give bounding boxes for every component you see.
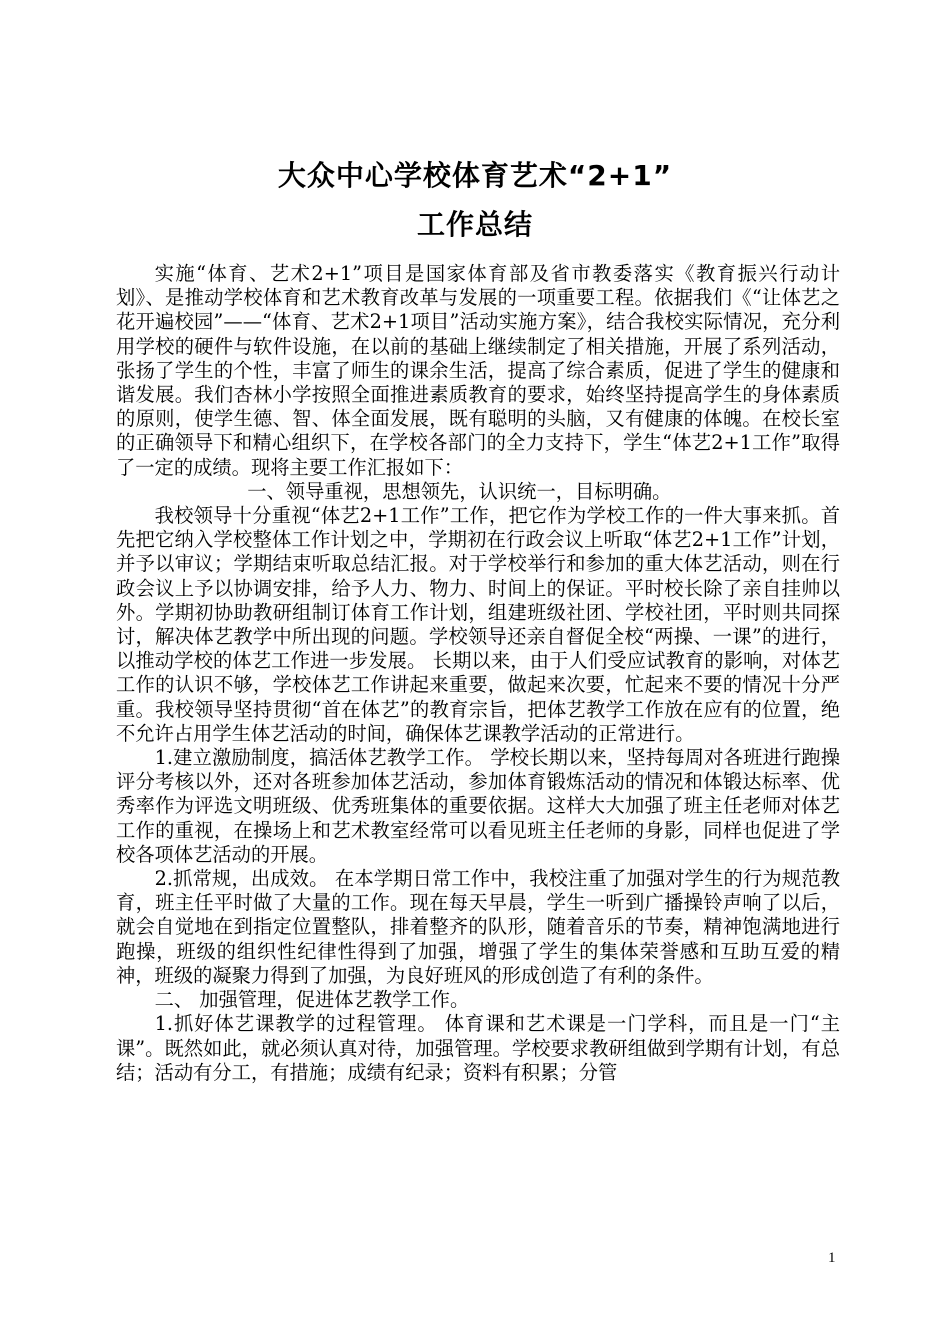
document-body: [116, 262, 840, 1085]
section-heading-1: 一、领导重视，思想领先，认识统一，目标明确。: [247, 479, 672, 503]
body-paragraph: 我校领导十分重视“体艺2+1工作”工作，把它作为学校工作的一件大事来抓。首先把它纳入学校整体工作计划之中，学期初在行政会议上听取“体艺2+1工作”计划，并予以审议；学期结束听取总结汇报。对于学校举行和参加的重大体艺活动，则在行政会议上予以协调安排，给予人力、物力、时间上的保证。平时校长除了亲自挂帅以外。学期初协助教研组制订体育工作计划，组建班级社团、学校社团，平时则共同探讨，解决体艺教学中所出现的问题。学校领导还亲自督促全校“两操、一课”的进行，以推动学校的体艺工作进一步发展。 长期以来，由于人们受应试教育的影响，对体艺工作的认识不够，学校体艺工作讲起来重要，做起来次要，忙起来不要的情况十分严重。我校领导坚持贯彻“首在体艺”的教育宗旨，把体艺教学工作放在应有的位置，绝不允许占用学生体艺活动的时间，确保体艺课教学活动的正常进行。: [116, 504, 840, 745]
section-heading-2: 二、 加强管理，促进体艺教学工作。: [154, 988, 470, 1012]
body-paragraph: 1.抓好体艺课教学的过程管理。 体育课和艺术课是一门学科，而且是一门“主课”。既然如此，就必须认真对待，加强管理。学校要求教研组做到学期有计划，有总结；活动有分工，有措施；成绩有纪录；资料有积累；分管: [116, 1012, 840, 1084]
body-paragraph: 2.抓常规，出成效。 在本学期日常工作中，我校注重了加强对学生的行为规范教育，班主任平时做了大量的工作。现在每天早晨，学生一听到广播操铃声响了以后，就会自觉地在到指定位置整队，排着整齐的队形，随着音乐的节奏，精神饱满地进行跑操，班级的组织性纪律性得到了加强，增强了学生的集体荣誉感和互助互爱的精神，班级的凝聚力得到了加强，为良好班风的形成创造了有利的条件。: [116, 867, 840, 987]
intro-paragraph: 实施“体育、艺术2+1”项目是国家体育部及省市教委落实《教育振兴行动计划》、是推动学校体育和艺术教育改革与发展的一项重要工程。依据我们《“让体艺之花开遍校园”——“体育、艺术2+1项目”活动实施方案》，结合我校实际情况，充分利用学校的硬件与软件设施，在以前的基础上继续制定了相关措施，开展了系列活动，张扬了学生的个性，丰富了师生的课余生活，提高了综合素质，促进了学生的健康和谐发展。我们杏林小学按照全面推进素质教育的要求，始终坚持提高学生的身体素质的原则，使学生德、智、体全面发展，既有聪明的头脑，又有健康的体魄。在校长室的正确领导下和精心组织下，在学校各部门的全力支持下，学生“体艺2+1工作”取得了一定的成绩。现将主要工作汇报如下：: [116, 262, 840, 479]
document-title-line2: 工作总结: [416, 208, 533, 241]
document-title-line1: 大众中心学校体育艺术“2+1”: [277, 159, 673, 192]
page-number: 1: [828, 1250, 836, 1266]
body-paragraph: 1.建立激励制度，搞活体艺教学工作。 学校长期以来，坚持每周对各班进行跑操评分考核以外，还对各班参加体艺活动，参加体育锻炼活动的情况和体锻达标率、优秀率作为评选文明班级、优秀班集体的重要依据。这样大大加强了班主任老师对体艺工作的重视，在操场上和艺术教室经常可以看见班主任老师的身影，同样也促进了学校各项体艺活动的开展。: [116, 746, 840, 866]
